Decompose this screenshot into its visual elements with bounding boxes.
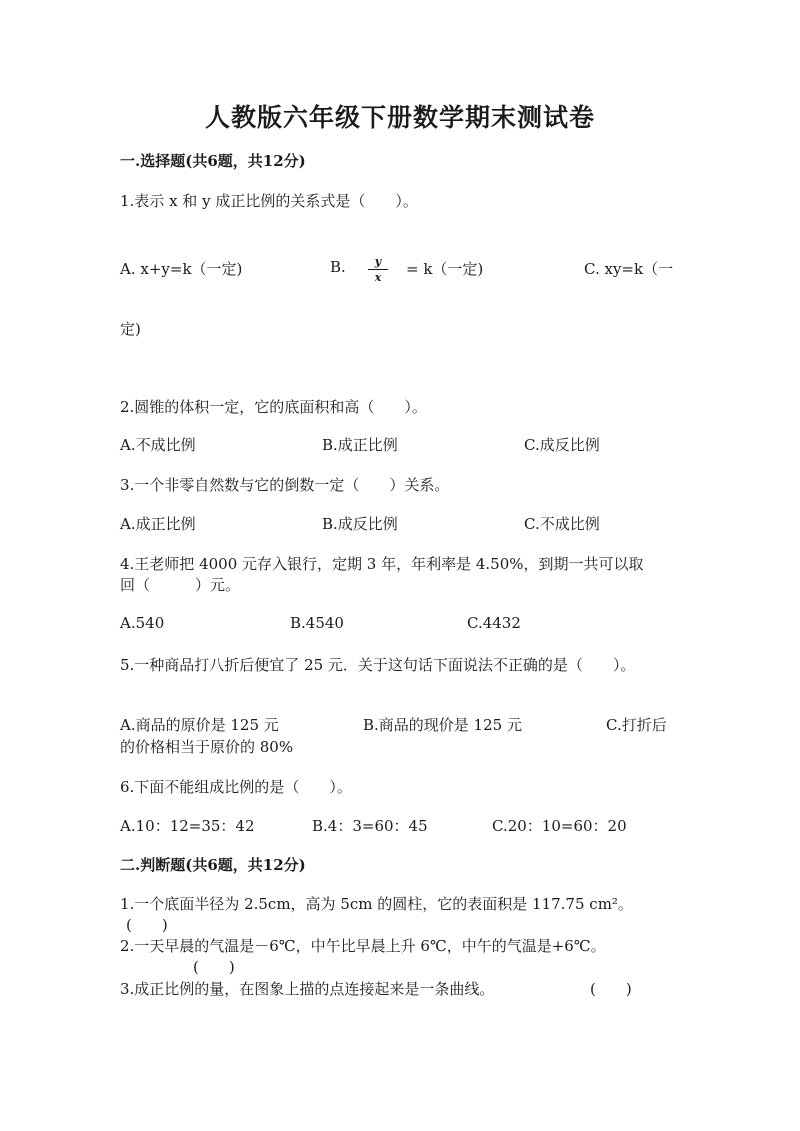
question-1-option-b-fraction: [368, 255, 388, 284]
question-4-option-a: A.540: [120, 614, 165, 632]
question-5-option-c-wrap: 的价格相当于原价的 80%: [120, 738, 294, 756]
question-6-stem: 6.下面不能组成比例的是（ ）。: [120, 778, 352, 796]
question-3-option-b: B.成反比例: [322, 515, 398, 533]
question-1-stem: 1.表示 x 和 y 成正比例的关系式是（ ）。: [120, 192, 418, 210]
question-2-stem: 2.圆锥的体积一定，它的底面积和高（ ）。: [120, 398, 427, 416]
question-6-option-c: C.20：10=60：20: [492, 817, 627, 835]
question-4-stem-wrap: 回（ ）元。: [120, 576, 241, 594]
question-1-option-b-rest: = k（一定): [406, 260, 484, 278]
question-5-option-b: B.商品的现价是 125 元: [363, 716, 522, 734]
question-5-option-a: A.商品的原价是 125 元: [120, 716, 279, 734]
question-6-option-b: B.4：3=60：45: [312, 817, 428, 835]
question-1-option-c-wrap: 定): [120, 320, 141, 338]
fraction-denominator: x: [374, 271, 382, 284]
judgement-3-answer-paren: ( ): [590, 980, 632, 998]
question-5-stem: 5.一种商品打八折后便宜了 25 元．关于这句话下面说法不正确的是（ ）。: [120, 656, 636, 674]
question-2-option-a: A.不成比例: [120, 436, 196, 454]
question-3-stem: 3.一个非零自然数与它的倒数一定（ ）关系。: [120, 476, 450, 494]
judgement-2-answer-paren: ( ): [193, 958, 235, 976]
question-5-option-c: C.打折后: [606, 716, 667, 734]
page-title: 人教版六年级下册数学期末测试卷: [204, 103, 595, 132]
question-4-stem: 4.王老师把 4000 元存入银行，定期 3 年，年利率是 4.50%，到期一共可以取: [120, 555, 644, 573]
question-2-option-c: C.成反比例: [524, 436, 600, 454]
judgement-1-answer-paren: ( ): [126, 916, 168, 934]
question-6-option-a: A.10：12=35：42: [120, 817, 255, 835]
question-4-option-c: C.4432: [467, 614, 521, 632]
judgement-3-stem: 3.成正比例的量，在图象上描的点连接起来是一条曲线。: [120, 980, 495, 998]
question-4-option-b: B.4540: [290, 614, 344, 632]
question-3-option-a: A.成正比例: [120, 515, 196, 533]
fraction-numerator: y: [368, 255, 388, 270]
question-1-option-a: A. x+y=k（一定): [120, 260, 243, 278]
section-heading-choice: 一.选择题(共6题，共12分): [120, 152, 306, 170]
section-heading-judgement: 二.判断题(共6题，共12分): [120, 856, 306, 874]
judgement-2-stem: 2.一天早晨的气温是－6℃，中午比早晨上升 6℃，中午的气温是+6℃。: [120, 937, 606, 955]
question-1-option-b-label: B.: [330, 258, 346, 276]
judgement-1-stem: 1.一个底面半径为 2.5cm，高为 5cm 的圆柱，它的表面积是 117.75 cm²。: [120, 895, 633, 913]
question-3-option-c: C.不成比例: [524, 515, 600, 533]
question-2-option-b: B.成正比例: [322, 436, 398, 454]
question-1-option-c: C. xy=k（一: [584, 260, 674, 278]
